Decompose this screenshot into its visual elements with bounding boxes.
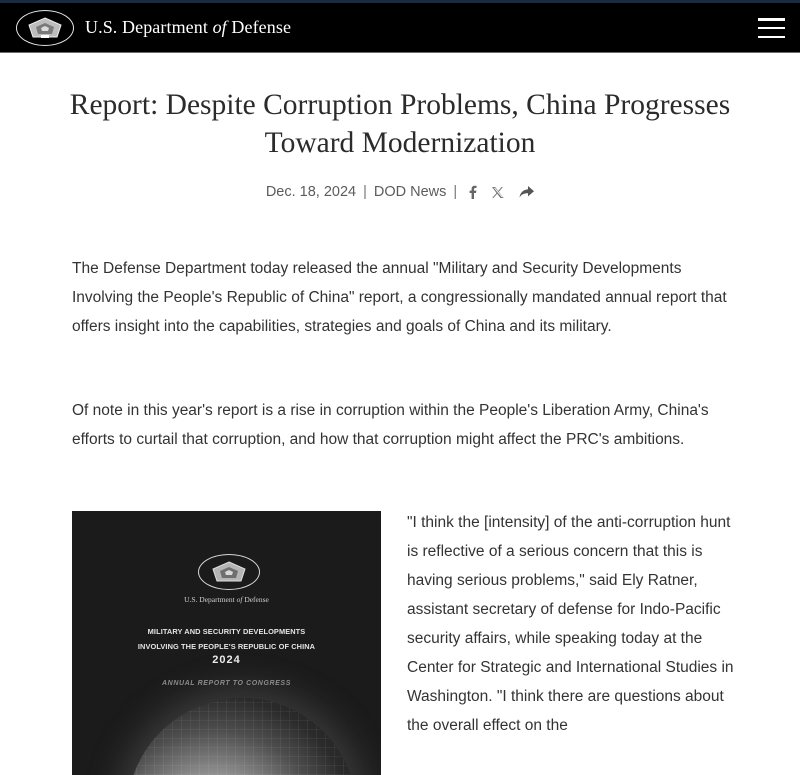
meta-separator: | <box>453 184 458 200</box>
hamburger-line <box>758 27 785 30</box>
quote-paragraph: "I think the [intensity] of the anti-corruption hunt is reflective of a serious concern that this is having serious problems," said Ely Ratner, assistant secretary of defense for Indo-Pacific security affairs, while speaking today at the Center for Strategic and International Studies in Washington. "I think there are questions about the overall effect on the <box>407 514 734 734</box>
cover-dept-name: U.S. Department of Defense <box>184 595 269 604</box>
article-paragraph: Of note in this year's report is a rise in corruption within the People's Liberation Army, China's efforts to curtail that corruption, and how that corruption might affect the PRC's ambitions. <box>72 402 709 448</box>
cover-heading <box>72 624 381 654</box>
pentagon-seal-icon <box>198 554 260 590</box>
article-meta <box>0 184 800 200</box>
hamburger-menu-button[interactable] <box>758 17 785 39</box>
globe-image <box>127 698 357 775</box>
x-twitter-icon[interactable] <box>491 186 505 199</box>
pentagon-seal-icon <box>16 10 74 46</box>
cover-heading-line: INVOLVING THE PEOPLE'S REPUBLIC OF CHINA <box>137 642 316 651</box>
cover-heading-line: MILITARY AND SECURITY DEVELOPMENTS <box>147 627 306 636</box>
home-logo-link[interactable] <box>16 10 291 46</box>
hamburger-line <box>758 36 785 39</box>
article-source: DOD News <box>373 184 447 200</box>
article-title: Report: Despite Corruption Problems, China Progresses Toward Modernization <box>69 89 731 159</box>
share-links <box>468 185 534 199</box>
share-icon[interactable] <box>519 186 534 198</box>
article-date: Dec. 18, 2024 <box>265 184 357 200</box>
meta-separator: | <box>363 184 367 200</box>
article-paragraph: The Defense Department today released the annual "Military and Security Developments Involving the People's Republic of China" report, a congressionally mandated annual report that offers insight into the capabilities, strategies and goals of China and its military. <box>72 260 727 335</box>
hamburger-menu-icon <box>758 18 785 21</box>
site-header <box>0 3 800 53</box>
cover-year: 2024 <box>212 654 241 666</box>
cover-subtitle: ANNUAL REPORT TO CONGRESS <box>162 680 291 687</box>
facebook-icon[interactable] <box>468 185 477 199</box>
report-cover-image[interactable] <box>72 511 381 775</box>
site-title: U.S. Department of Defense <box>85 17 292 37</box>
